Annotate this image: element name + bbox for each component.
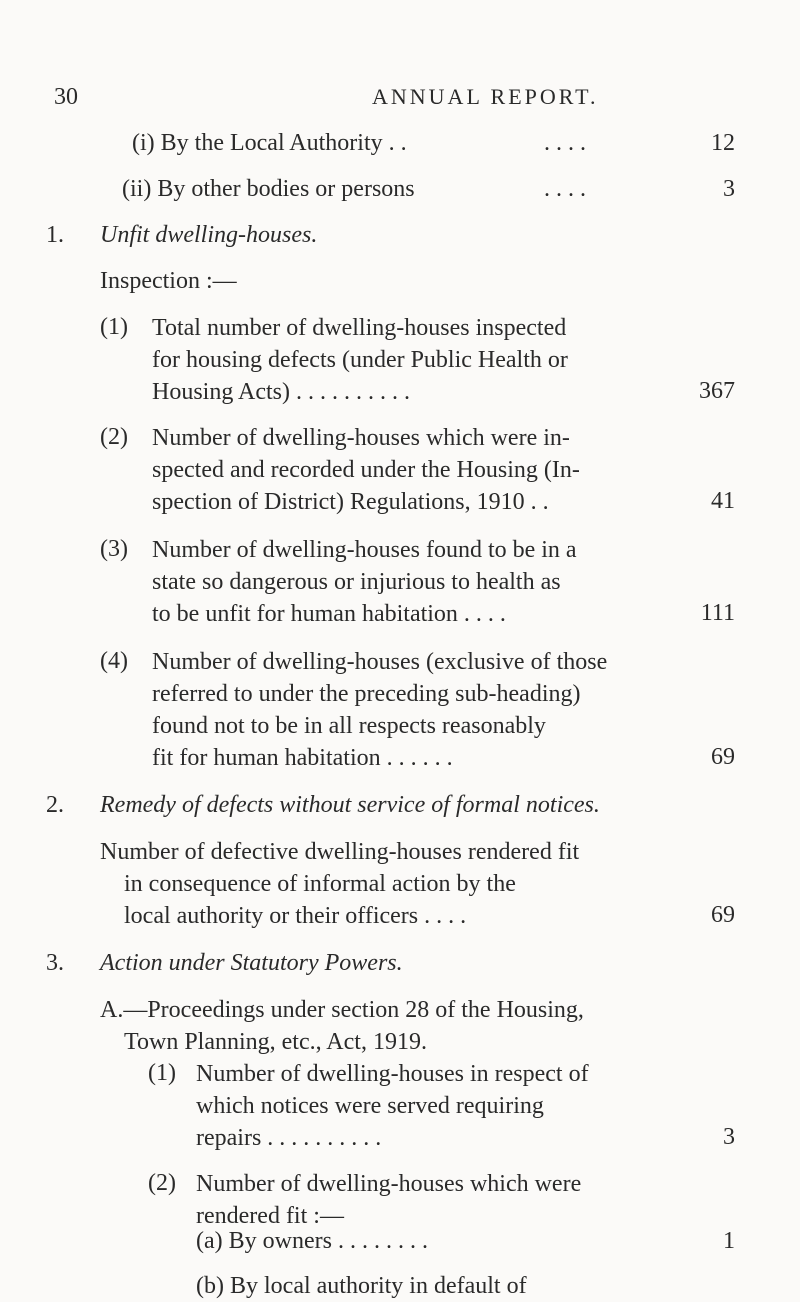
item-line: Number of dwelling-houses in respect of (196, 1061, 589, 1087)
item-line: local authority or their officers . . . . (124, 903, 467, 929)
section-title: Unfit dwelling-houses. (100, 222, 318, 248)
item-marker: (3) (100, 536, 128, 562)
item-line: (b) By local authority in default of (196, 1273, 527, 1299)
item-line: Total number of dwelling-houses inspected (152, 315, 567, 341)
leader-dots: . . . . (544, 176, 586, 202)
page-number: 30 (54, 84, 78, 110)
item-line: A.—Proceedings under section 28 of the Housing, (100, 997, 584, 1023)
item-line: rendered fit :— (196, 1203, 344, 1229)
item-value: 1 (723, 1228, 735, 1254)
item-value: 12 (711, 130, 735, 156)
item-line: Housing Acts) . . . . . . . . . . (152, 379, 410, 405)
item-line: Number of dwelling-houses (exclusive of those (152, 649, 608, 675)
item-line: Number of dwelling-houses found to be in a (152, 537, 577, 563)
item-line: spected and recorded under the Housing (In- (152, 457, 580, 483)
item-line: Town Planning, etc., Act, 1919. (124, 1029, 427, 1055)
item-value: 111 (700, 600, 735, 626)
item-line: Number of dwelling-houses which were in- (152, 425, 570, 451)
item-value: 3 (723, 1124, 735, 1150)
item-line: fit for human habitation . . . . . . (152, 745, 453, 771)
section-number: 2. (46, 792, 64, 818)
item-line: spection of District) Regulations, 1910 . . (152, 489, 549, 515)
leader-dots: . . . . (544, 130, 586, 156)
subsection-a (100, 994, 584, 1058)
running-title: ANNUAL REPORT. (372, 84, 599, 109)
item-label: (a) By owners . . . . . . . . (196, 1228, 428, 1254)
item-value: 41 (711, 488, 735, 514)
item-marker: (1) (100, 314, 128, 340)
item-line: Number of defective dwelling-houses rendered fit (100, 839, 580, 865)
section-title: Remedy of defects without service of formal notices. (100, 792, 600, 818)
item-marker: (2) (100, 424, 128, 450)
item-marker: (2) (148, 1170, 176, 1196)
item-line: which notices were served requiring (196, 1093, 544, 1119)
item-label: (ii) By other bodies or persons (122, 176, 415, 202)
item-line: for housing defects (under Public Health or (152, 347, 568, 373)
item-line: found not to be in all respects reasonably (152, 713, 546, 739)
item-line: repairs . . . . . . . . . . (196, 1125, 382, 1151)
section-number: 3. (46, 950, 64, 976)
section-title: Action under Statutory Powers. (100, 950, 403, 976)
item-value: 367 (699, 378, 735, 404)
section-number: 1. (46, 222, 64, 248)
item-line: Number of dwelling-houses which were (196, 1171, 582, 1197)
item-marker: (1) (148, 1060, 176, 1086)
item-label: (i) By the Local Authority . . (132, 130, 407, 156)
subheading: Inspection :— (100, 268, 237, 294)
item-line: state so dangerous or injurious to health as (152, 569, 561, 595)
item-line: in consequence of informal action by the (124, 871, 516, 897)
item-marker: (4) (100, 648, 128, 674)
item-line: to be unfit for human habitation . . . . (152, 601, 506, 627)
item-line: referred to under the preceding sub-heading) (152, 681, 581, 707)
item-value: 69 (711, 744, 735, 770)
item-value: 69 (711, 902, 735, 928)
item-value: 3 (723, 176, 735, 202)
